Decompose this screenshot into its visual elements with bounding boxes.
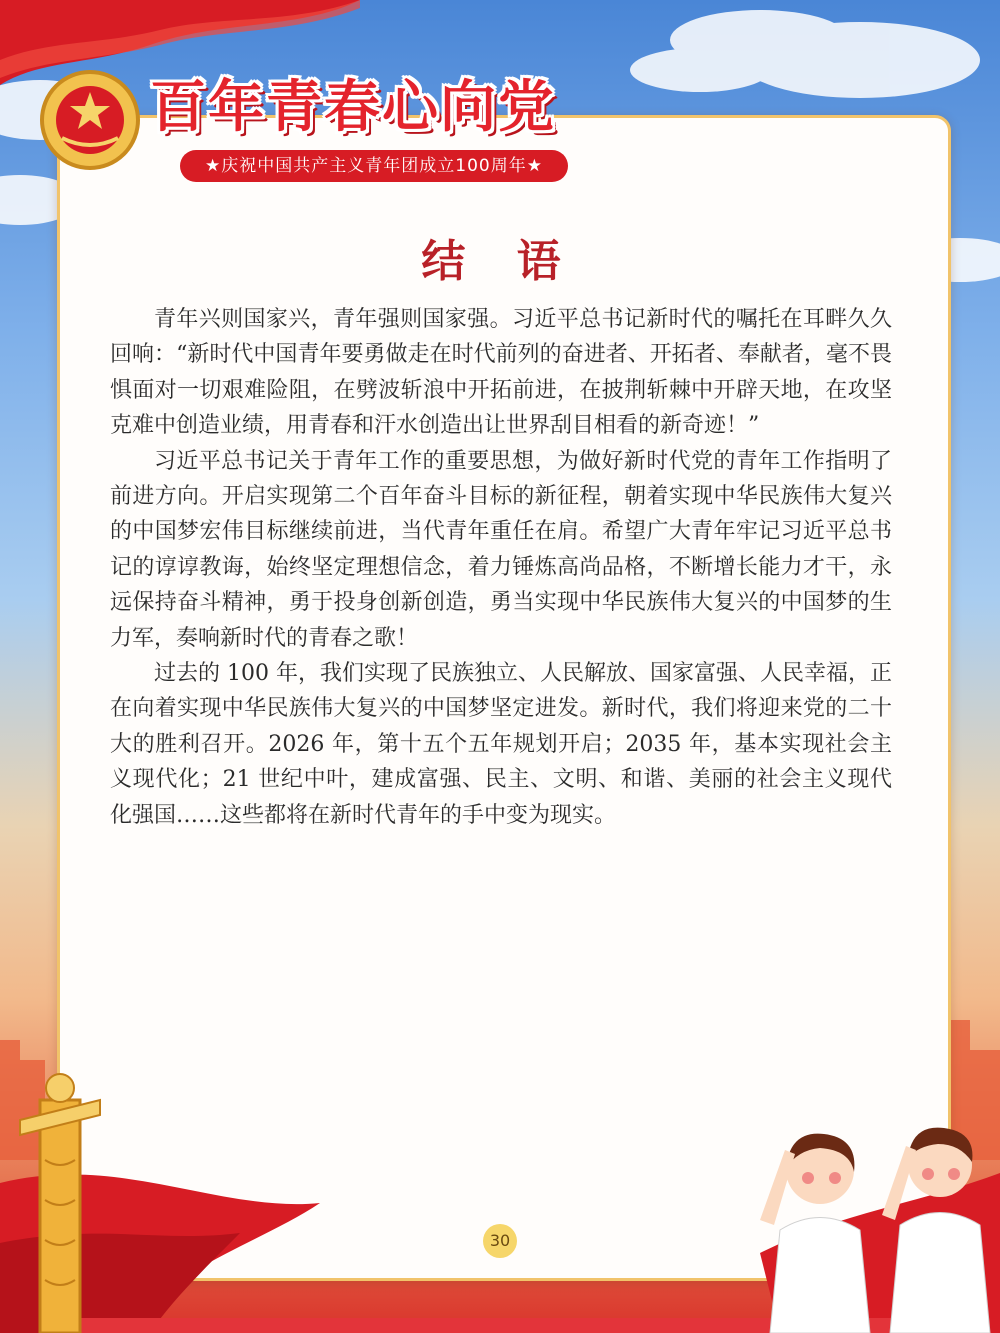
body-text	[110, 302, 892, 833]
paragraph: 习近平总书记关于青年工作的重要思想，为做好新时代党的青年工作指明了前进方向。开启实现第二个百年奋斗目标的新征程，朝着实现中华民族伟大复兴的中国梦宏伟目标继续前进，当代青年重任在肩。希望广大青年牢记习近平总书记的谆谆教诲，始终坚定理想信念，着力锤炼高尚品格，不断增长能力才干，永远保持奋斗精神，勇于投身创新创造，勇当实现中华民族伟大复兴的中国梦的生力军，奏响新时代的青春之歌！	[110, 448, 892, 651]
paragraph: 青年兴则国家兴，青年强则国家强。习近平总书记新时代的嘱托在耳畔久久回响：“新时代中国青年要勇做走在时代前列的奋进者、开拓者、奉献者，毫不畏惧面对一切艰难险阻，在劈波斩浪中开拓前进，在披荆斩棘中开辟天地，在攻坚克难中创造业绩，用青春和汗水创造出让世界刮目相看的新奇迹！”	[110, 307, 892, 439]
banner-subtitle: ★庆祝中国共产主义青年团成立100周年★	[180, 150, 568, 182]
page-number: 30	[483, 1224, 517, 1258]
youth-league-emblem-icon	[38, 68, 142, 172]
page-heading: 结 语	[421, 236, 579, 287]
huabiao-pillar-icon	[0, 1060, 130, 1333]
banner-title: 百年青春心向党	[150, 75, 556, 140]
saluting-youth-illustration	[740, 1110, 1000, 1333]
paragraph: 过去的 100 年，我们实现了民族独立、人民解放、国家富强、人民幸福，正在向着实现中华民族伟大复兴的中国梦坚定进发。新时代，我们将迎来党的二十大的胜利召开。2026 年，第十五个五年规划开启；2035 年，基本实现社会主义现代化；21 世纪中叶，建成富强、民主、文明、和谐、美丽的社会主义现代化强国……这些都将在新时代青年的手中变为现实。	[110, 661, 892, 828]
